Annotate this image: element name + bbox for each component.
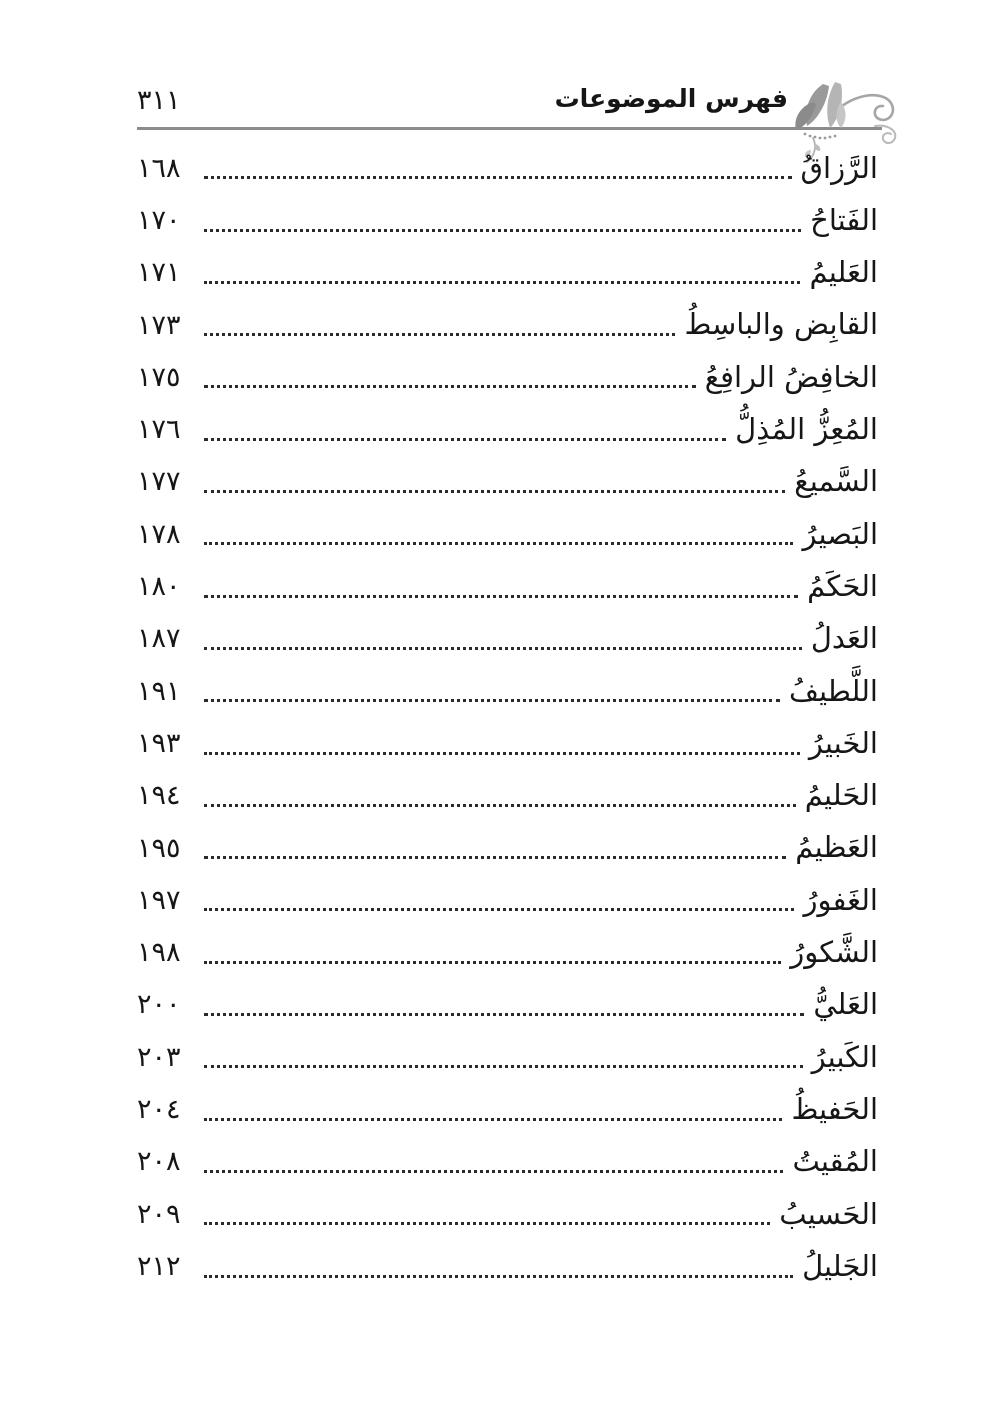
toc-entry-row [137, 717, 878, 769]
toc-entry-page-number: ١٩١ [137, 675, 181, 707]
toc-entry-page-number: ٢٠٨ [137, 1146, 181, 1178]
dotted-leader [204, 804, 796, 807]
toc-entry-row [137, 1031, 878, 1083]
toc-entry-page-number: ١٧٧ [137, 466, 181, 498]
dotted-leader [204, 1222, 770, 1225]
dotted-leader [204, 438, 726, 441]
header-rule [137, 127, 882, 130]
toc-entry-title: القابِض والباسِطُ [684, 307, 878, 342]
toc-entry-row [137, 822, 878, 874]
toc-entry-page-number: ١٩٧ [137, 884, 181, 916]
toc-entry-title: السَّميعُ [794, 464, 878, 499]
toc-entry-page-number: ١٨٠ [137, 571, 181, 603]
toc-entry-title: الحَكَمُ [807, 568, 878, 603]
toc-entry-page-number: ١٩٣ [137, 727, 181, 759]
toc-entry-title: المُعِزُّ المُذِلُّ [735, 412, 878, 447]
toc-entry-row [137, 1188, 878, 1240]
toc-entry-page-number: ١٧٥ [137, 361, 181, 393]
dotted-leader [204, 1013, 804, 1016]
dotted-leader [204, 595, 798, 598]
dotted-leader [204, 281, 800, 284]
toc-entry-page-number: ١٧٠ [137, 204, 181, 236]
toc-entry-row [137, 1083, 878, 1135]
toc-entry-page-number: ١٩٨ [137, 937, 181, 969]
toc-entry-row [137, 456, 878, 508]
toc-entry-title: العَدلُ [810, 621, 878, 656]
page-title: فهرس الموضوعات [554, 84, 788, 113]
toc-entry-title: العَظيمُ [795, 830, 878, 865]
toc-entry-page-number: ١٧١ [137, 257, 181, 289]
dotted-leader [204, 542, 793, 545]
toc-entry-row [137, 770, 878, 822]
toc-entry-title: الحَفيظُ [791, 1091, 878, 1126]
toc-entry-page-number: ٢٠٠ [137, 989, 181, 1021]
toc-entry-row [137, 665, 878, 717]
toc-entry-row [137, 508, 878, 560]
toc-entry-row [137, 1240, 878, 1292]
toc-entry-row [137, 560, 878, 612]
toc-entry-title: الكَبيرُ [811, 1039, 878, 1074]
toc-entry-title: اللَّطيفُ [788, 673, 878, 708]
page-number: ٣١١ [137, 85, 181, 116]
toc-entry-row [137, 403, 878, 455]
toc-entry-row [137, 299, 878, 351]
toc-entry-page-number: ٢٠٤ [137, 1093, 181, 1125]
toc-entry-title: الشَّكورُ [790, 935, 878, 970]
dotted-leader [204, 908, 794, 911]
toc-entry-title: البَصيرُ [802, 516, 878, 551]
toc-entry-row [137, 874, 878, 926]
toc-entry-page-number: ١٨٧ [137, 623, 181, 655]
dotted-leader [204, 490, 785, 493]
toc-entry-page-number: ١٧٨ [137, 518, 181, 550]
toc-entry-row [137, 926, 878, 978]
dotted-leader [204, 856, 786, 859]
toc-entry-page-number: ١٧٦ [137, 414, 181, 446]
toc-entry-page-number: ١٩٤ [137, 780, 181, 812]
toc-entry-row [137, 194, 878, 246]
toc-entry-title: العَليمُ [809, 255, 878, 290]
toc-entry-page-number: ٢١٢ [137, 1250, 181, 1282]
toc-entry-title: الغَفورُ [803, 882, 878, 917]
toc-entry-page-number: ١٦٨ [137, 152, 181, 184]
toc-entry-row [137, 613, 878, 665]
toc-entry-row [137, 351, 878, 403]
toc-entry-title: العَليُّ [813, 987, 878, 1022]
dotted-leader [204, 1170, 783, 1173]
dotted-leader [204, 961, 781, 964]
dotted-leader [204, 647, 802, 650]
toc-entry-row [137, 979, 878, 1031]
toc-entry-title: الخَبيرُ [808, 725, 878, 760]
toc-entry-title: المُقيتُ [792, 1144, 878, 1179]
dotted-leader [204, 1118, 782, 1121]
dotted-leader [204, 1275, 793, 1278]
dotted-leader [204, 385, 696, 388]
toc-list [137, 142, 878, 1293]
dotted-leader [204, 752, 800, 755]
toc-entry-title: الخافِضُ الرافِعُ [704, 359, 878, 394]
toc-entry-title: الحَسيبُ [779, 1196, 878, 1231]
toc-entry-title: الرَّزاقُ [800, 150, 878, 185]
dotted-leader [204, 229, 801, 232]
toc-entry-page-number: ٢٠٣ [137, 1041, 181, 1073]
toc-entry-page-number: ٢٠٩ [137, 1198, 181, 1230]
dotted-leader [204, 333, 675, 336]
toc-entry-row [137, 142, 878, 194]
dotted-leader [204, 176, 792, 179]
toc-entry-title: الفَتاحُ [810, 202, 878, 237]
toc-entry-page-number: ١٧٣ [137, 309, 181, 341]
toc-entry-row [137, 247, 878, 299]
toc-entry-title: الجَليلُ [802, 1248, 878, 1283]
dotted-leader [204, 1065, 803, 1068]
toc-entry-row [137, 1136, 878, 1188]
toc-entry-page-number: ١٩٥ [137, 832, 181, 864]
dotted-leader [204, 699, 780, 702]
toc-entry-title: الحَليمُ [804, 778, 878, 813]
